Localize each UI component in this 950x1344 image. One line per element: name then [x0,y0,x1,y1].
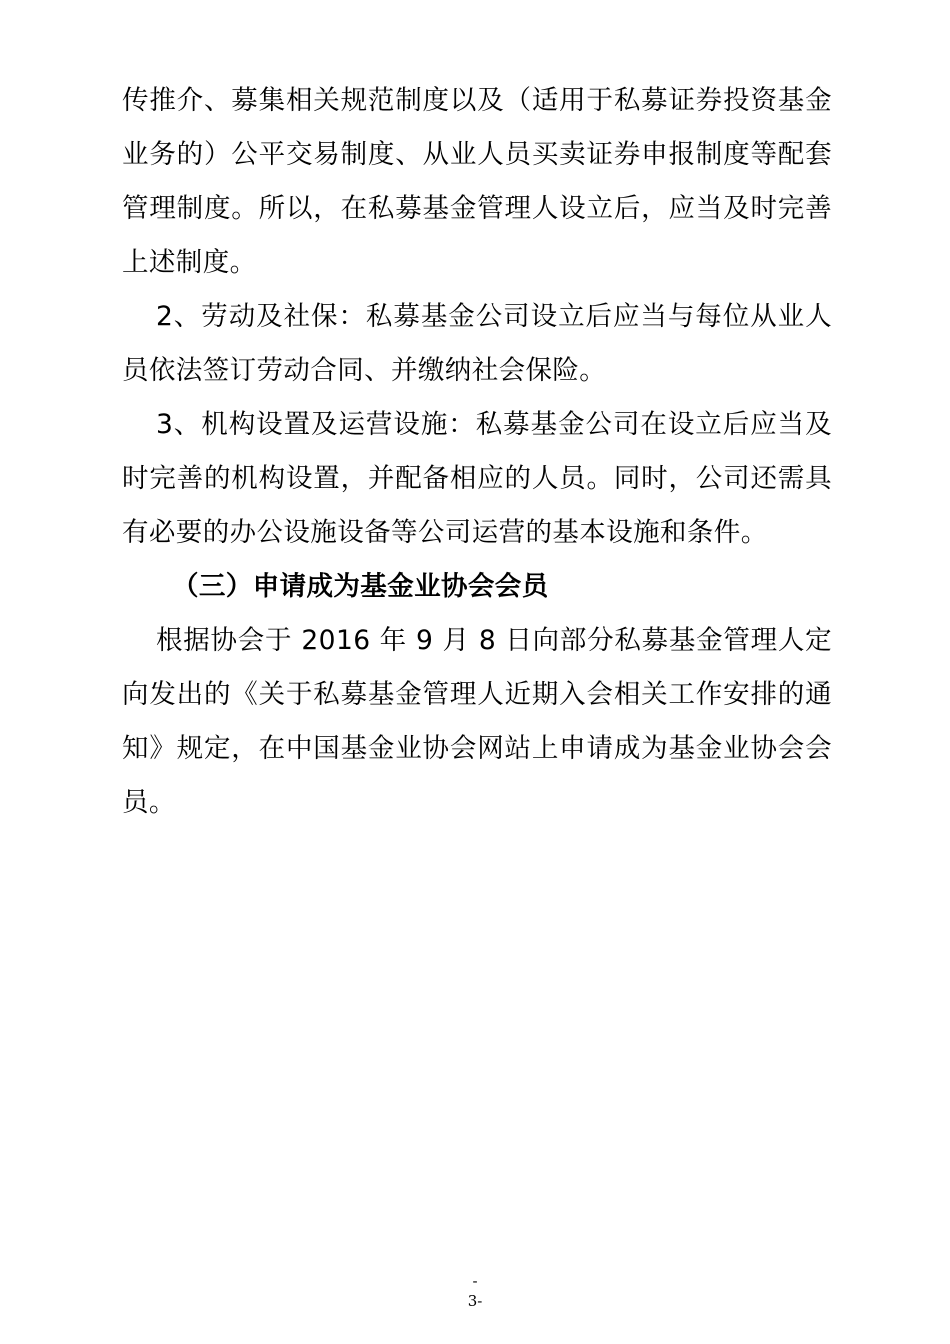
paragraph-membership-application: 根据协会于 2016 年 9 月 8 日向部分私募基金管理人定向发出的《关于私募基金管理人近期入会相关工作安排的通知》规定，在中国基金业协会网站上申请成为基金业协会会员。 [122,625,832,818]
page-footer [0,1271,950,1311]
document-body [122,74,832,830]
footer-dash: - [472,1272,478,1290]
paragraph-labor-social-insurance: 2、劳动及社保：私募基金公司设立后应当与每位从业人员依法签订劳动合同、并缴纳社会保险。 [122,301,832,386]
section-heading-membership: （三）申请成为基金业协会会员 [172,571,549,602]
paragraph-policies-continuation: 传推介、募集相关规范制度以及（适用于私募证券投资基金业务的）公平交易制度、从业人员买卖证券申报制度等配套管理制度。所以，在私募基金管理人设立后，应当及时完善上述制度。 [122,85,832,278]
paragraph-organization-facilities: 3、机构设置及运营设施：私募基金公司在设立后应当及时完善的机构设置，并配备相应的人员。同时，公司还需具有必要的办公设施设备等公司运营的基本设施和条件。 [122,409,832,548]
page-number: 3- [467,1292,483,1310]
